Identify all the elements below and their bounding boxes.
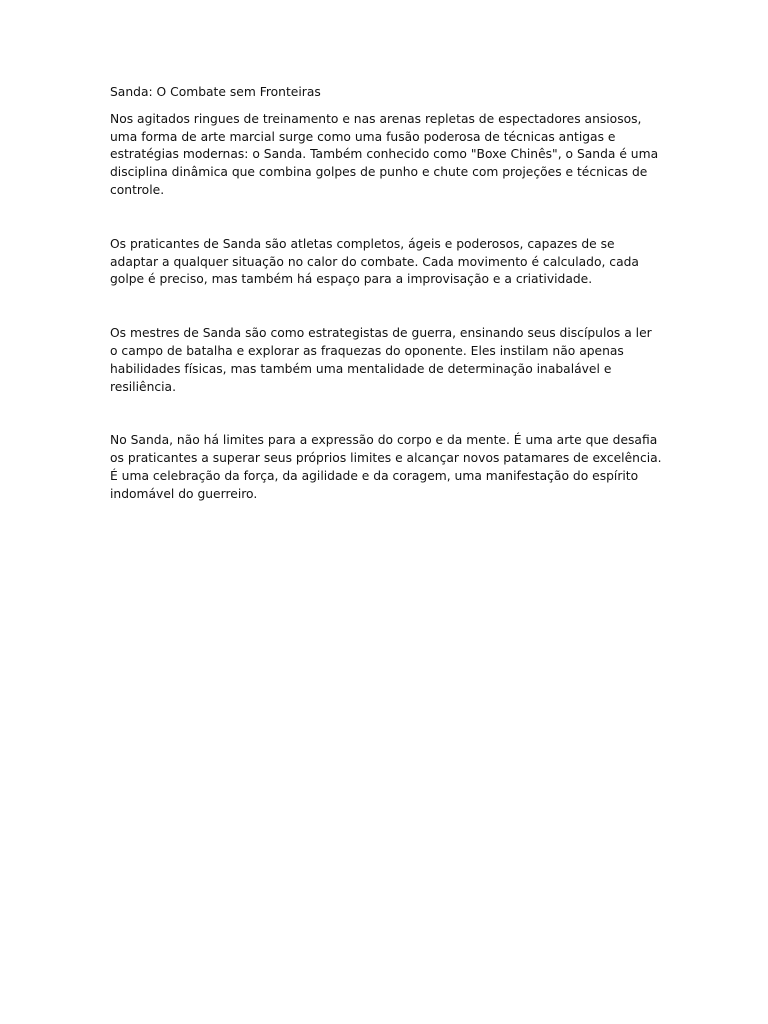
paragraph-practitioners: Os praticantes de Sanda são atletas completos, ágeis e poderosos, capazes de se adaptar a qualquer situação no calor do combate. Cada movimento é calculado, cada golpe é preciso, mas também há espaço para a improvisação e a criatividade. xyxy=(110,236,639,287)
paragraph-masters: Os mestres de Sanda são como estrategistas de guerra, ensinando seus discípulos a ler o campo de batalha e explorar as fraquezas do oponente. Eles instilam não apenas habilidades físicas, mas também uma mentalidade de determinação inabalável e resiliência. xyxy=(110,326,652,394)
paragraph-conclusion: No Sanda, não há limites para a expressão do corpo e da mente. É uma arte que desafia os praticantes a superar seus próprios limites e alcançar novos patamares de excelência. É uma celebração da força, da agilidade e da coragem, uma manifestação do espírito indomável do guerreiro. xyxy=(110,433,662,501)
document-title: Sanda: O Combate sem Fronteiras xyxy=(110,85,321,99)
paragraph-intro: Nos agitados ringues de treinamento e nas arenas repletas de espectadores ansiosos, uma forma de arte marcial surge como uma fusão poderosa de técnicas antigas e estratégias modernas: o Sanda. Também conhecido como "Boxe Chinês", o Sanda é uma disciplina dinâmica que combina golpes de punho e chute com projeções e técnicas de controle. xyxy=(110,111,659,197)
document-body xyxy=(110,84,662,540)
